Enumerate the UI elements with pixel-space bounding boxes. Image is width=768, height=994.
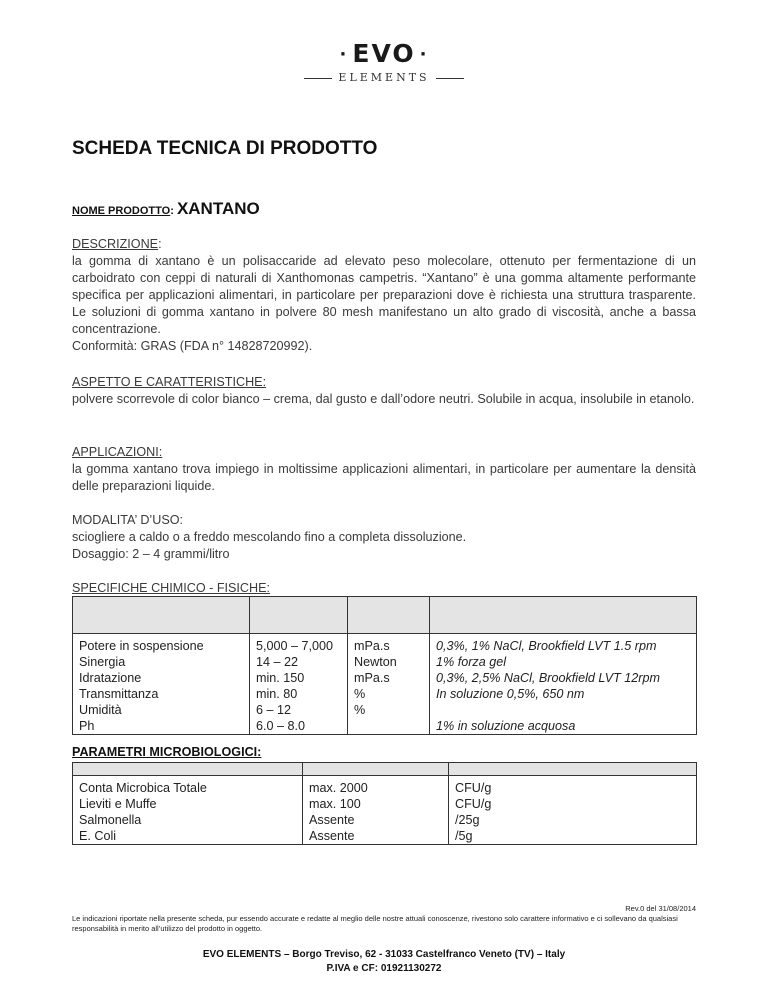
logo-dash-right [436, 78, 464, 79]
micro-heading: PARAMETRI MICROBIOLOGICI: [72, 745, 262, 759]
applicazioni-text: la gomma xantano trova impiego in moltissime applicazioni alimentari, in particolare per aumentare la densità delle preparazioni liquide. [72, 462, 696, 493]
micro-value: max. 2000 [303, 776, 449, 797]
spec-param: Sinergia [73, 654, 250, 670]
spec-value: 6.0 – 8.0 [250, 718, 348, 735]
specifiche-heading: SPECIFICHE CHIMICO - FISICHE: [72, 581, 271, 595]
section-specifiche [72, 580, 696, 597]
table-row [73, 634, 697, 655]
table-row [73, 702, 697, 718]
logo-brand: EVO [352, 39, 416, 68]
spec-value: min. 80 [250, 686, 348, 702]
spec-param: Idratazione [73, 670, 250, 686]
revision-label: Rev.0 del 31/08/2014 [625, 904, 696, 913]
product-name-label: NOME PRODOTTO [72, 205, 171, 217]
micro-table [72, 762, 697, 845]
micro-unit: CFU/g [449, 776, 697, 797]
table-row [73, 812, 697, 828]
section-aspetto [72, 374, 696, 408]
micro-value: Assente [303, 812, 449, 828]
descrizione-text: la gomma di xantano è un polisaccaride ad elevato peso molecolare, ottenuto per fermentazione di un carboidrato con ceppi di naturali di Xanthomonas campetris. “Xantano” è una gomma altamente performante specifica per applicazioni alimentari, in particolare per preparazioni dove è richiesta una struttura trasparente. Le soluzioni di gomma xantano in polvere 80 mesh manifestano un alto grado di viscosità, anche a bassa concentrazione. [72, 254, 696, 336]
section-modalita [72, 512, 696, 563]
spec-note: 1% in soluzione acquosa [430, 718, 697, 735]
table-row [73, 776, 697, 797]
spec-param: Umidità [73, 702, 250, 718]
conformita-text: Conformità: GRAS (FDA n° 14828720992). [72, 339, 313, 353]
table-row [73, 796, 697, 812]
footer-address: EVO ELEMENTS – Borgo Treviso, 62 - 31033 Castelfranco Veneto (TV) – Italy [202, 949, 566, 960]
page-footer [0, 948, 768, 976]
micro-unit: /5g [449, 828, 697, 845]
section-applicazioni [72, 444, 696, 495]
section-micro [72, 744, 696, 761]
micro-param: Salmonella [73, 812, 303, 828]
spec-unit: mPa.s [348, 670, 430, 686]
micro-param: E. Coli [73, 828, 303, 845]
logo-dot-left: · [339, 44, 349, 65]
table-row [73, 670, 697, 686]
table-row [73, 654, 697, 670]
micro-unit: CFU/g [449, 796, 697, 812]
section-descrizione: DESCRIZIONE: la gomma di xantano è un polisaccaride ad elevato peso molecolare, ottenuto per fermentazione di un carboidrato con ceppi di naturali di Xanthomonas campetris. “Xantano” è una gomma altamente performante specifica per applicazioni alimentari, in particolare per preparazioni dove è richiesta una struttura trasparente. Le soluzioni di gomma xantano in polvere 80 mesh manifestano un alto grado di viscosità, anche a bassa concentrazione. Conformità: GRAS (FDA n° 14828720992). [72, 237, 696, 353]
spec-unit: % [348, 686, 430, 702]
aspetto-heading: ASPETTO E CARATTERISTICHE: [72, 375, 267, 389]
spec-value: 6 – 12 [250, 702, 348, 718]
modalita-line-2: Dosaggio: 2 – 4 grammi/litro [72, 547, 230, 561]
micro-unit: /25g [449, 812, 697, 828]
logo-sub: ELEMENTS [338, 71, 430, 84]
spec-param: Potere in sospensione [73, 634, 250, 655]
spec-value: 14 – 22 [250, 654, 348, 670]
modalita-line-1: sciogliere a caldo o a freddo mescolando fino a completa dissoluzione. [72, 530, 467, 544]
logo-dash-left [304, 78, 332, 79]
spec-note: 0,3%, 1% NaCl, Brookfield LVT 1.5 rpm [430, 634, 697, 655]
micro-param: Conta Microbica Totale [73, 776, 303, 797]
document-title: SCHEDA TECNICA DI PRODOTTO [72, 138, 378, 159]
aspetto-text: polvere scorrevole di color bianco – crema, dal gusto e dall’odore neutri. Solubile in acqua, insolubile in etanolo. [72, 392, 695, 406]
product-name: NOME PRODOTTO: XANTANO [72, 199, 260, 218]
spec-unit: Newton [348, 654, 430, 670]
spec-param: Ph [73, 718, 250, 735]
micro-param: Lieviti e Muffe [73, 796, 303, 812]
spec-note: In soluzione 0,5%, 650 nm [430, 686, 697, 702]
disclaimer-text: Le indicazioni riportate nella presente scheda, pur essendo accurate e redatte al meglio delle nostre attuali conoscenze, rivestono solo carattere informativo e ci sollevano da qualsiasi responsabilità in merito all’utilizzo del prodotto in oggetto. [72, 914, 678, 933]
table-row [73, 686, 697, 702]
micro-value: max. 100 [303, 796, 449, 812]
modalita-heading: MODALITA’ D’USO: [72, 513, 184, 527]
table-row [73, 828, 697, 845]
micro-value: Assente [303, 828, 449, 845]
spec-value: 5,000 – 7,000 [250, 634, 348, 655]
specifiche-table [72, 596, 697, 735]
applicazioni-heading: APPLICAZIONI: [72, 445, 163, 459]
spec-param: Transmittanza [73, 686, 250, 702]
spec-note [430, 702, 697, 718]
company-logo [0, 40, 768, 84]
spec-unit: mPa.s [348, 634, 430, 655]
product-name-value: XANTANO [176, 199, 260, 218]
spec-note: 0,3%, 2,5% NaCl, Brookfield LVT 12rpm [430, 670, 697, 686]
footer-vat: P.IVA e CF: 01921130272 [326, 963, 442, 974]
specifiche-header-row [73, 597, 697, 634]
micro-header-row [73, 763, 697, 776]
table-row [73, 718, 697, 735]
logo-dot-right: · [419, 44, 429, 65]
spec-note: 1% forza gel [430, 654, 697, 670]
descrizione-heading: DESCRIZIONE [72, 237, 159, 251]
spec-unit [348, 718, 430, 735]
spec-value: min. 150 [250, 670, 348, 686]
spec-unit: % [348, 702, 430, 718]
